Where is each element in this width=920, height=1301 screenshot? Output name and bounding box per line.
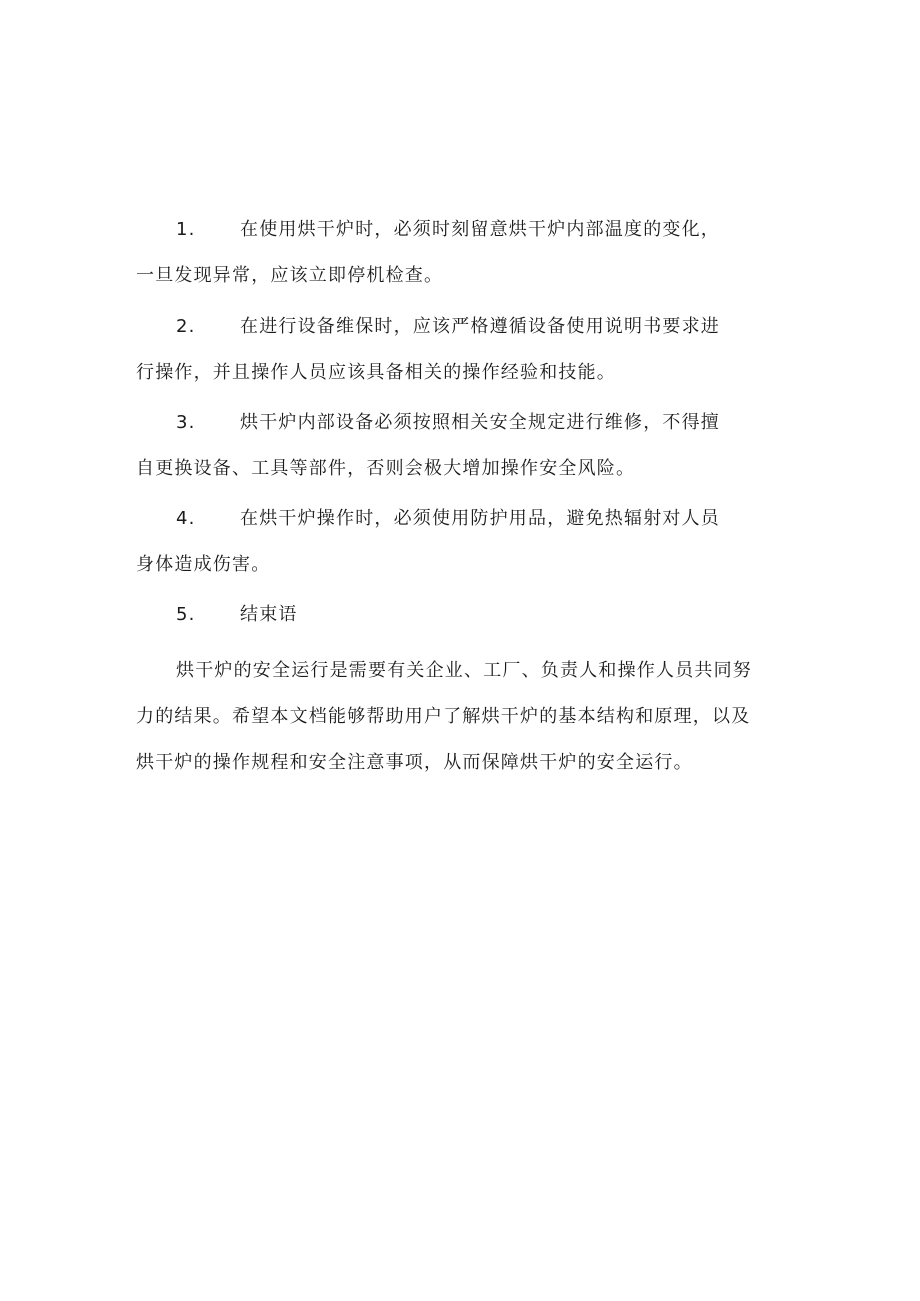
item-number: 1. (176, 219, 196, 240)
item-text-line1: 在进行设备维保时，应该严格遵循设备使用说明书要求进 (240, 316, 720, 337)
item-number: 3. (176, 412, 196, 433)
item-number: 4. (176, 508, 196, 529)
section-heading: 结束语 (240, 604, 298, 625)
list-item-5 (136, 592, 776, 638)
item-number: 5. (176, 604, 196, 625)
closing-line3: 烘干炉的操作规程和安全注意事项，从而保障烘干炉的安全运行。 (136, 752, 693, 773)
list-item-1 (136, 207, 776, 299)
item-text-line1: 在烘干炉操作时，必须使用防护用品，避免热辐射对人员 (240, 508, 720, 529)
closing-line1: 烘干炉的安全运行是需要有关企业、工厂、负责人和操作人员共同努 (176, 660, 752, 681)
item-number: 2. (176, 316, 196, 337)
closing-line2: 力的结果。希望本文档能够帮助用户了解烘干炉的基本结构和原理，以及 (136, 706, 751, 727)
item-text-line2: 一旦发现异常，应该立即停机检查。 (136, 265, 444, 286)
item-text-line2: 行操作，并且操作人员应该具备相关的操作经验和技能。 (136, 362, 616, 383)
item-text-line2: 自更换设备、工具等部件，否则会极大增加操作安全风险。 (136, 458, 636, 479)
item-text-line2: 身体造成伤害。 (136, 554, 271, 575)
item-text-line1: 烘干炉内部设备必须按照相关安全规定进行维修，不得擅 (240, 412, 720, 433)
list-item-2 (136, 304, 776, 396)
item-text-line1: 在使用烘干炉时，必须时刻留意烘干炉内部温度的变化， (240, 219, 720, 240)
list-item-3 (136, 400, 776, 492)
list-item-4 (136, 496, 776, 588)
closing-paragraph (136, 648, 776, 786)
